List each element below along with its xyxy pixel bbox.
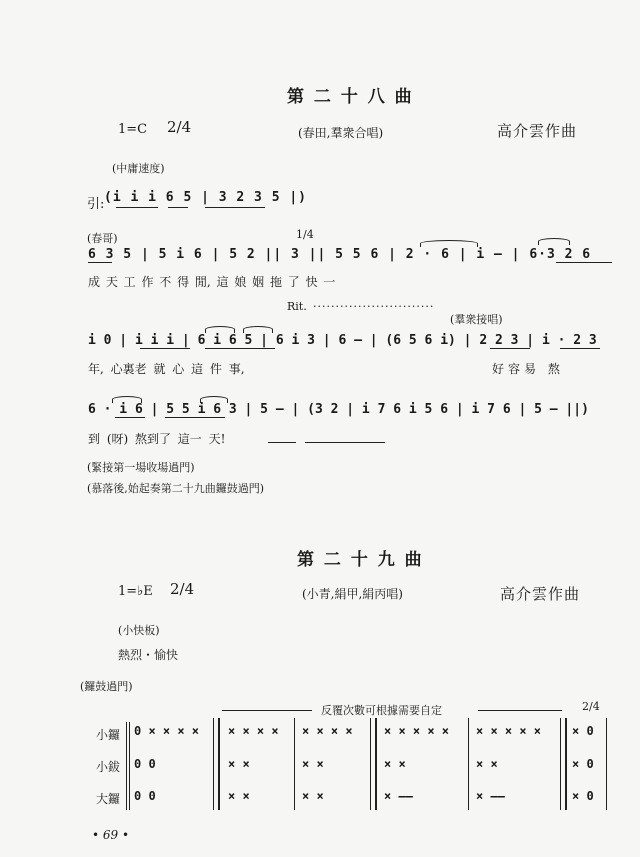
daluo-measure-1: 0 0 bbox=[134, 789, 156, 803]
line2-slur-b bbox=[243, 326, 273, 333]
repeat-start-bar bbox=[213, 718, 220, 810]
piece29-time-signature: 2/4 bbox=[170, 580, 195, 598]
xiaobo-measure-6: × 0 bbox=[572, 757, 594, 771]
xiaoluo-measure-5: × × × × × bbox=[476, 724, 542, 738]
line1-beam-a bbox=[88, 262, 112, 263]
xiaobo-measure-4: × × bbox=[384, 757, 406, 771]
line2-lyrics-chorus: 好容易 熬 bbox=[492, 362, 564, 376]
daluo-measure-5: × —— bbox=[476, 789, 505, 803]
line3-beam-a bbox=[115, 417, 145, 418]
line3-beam-b bbox=[165, 417, 225, 418]
line3-beam-c bbox=[268, 442, 296, 443]
daluo-measure-4: × —— bbox=[384, 789, 413, 803]
piece29-performers: (小青,絹甲,絹丙唱) bbox=[302, 587, 403, 601]
piece29-mood: 熱烈・愉快 bbox=[118, 648, 179, 662]
piece28-composer: 高介雲作曲 bbox=[497, 122, 578, 140]
ritardando-mark: Rit. bbox=[287, 300, 307, 313]
line2-lyrics: 年, 心裏老 就 心 這 件 事, bbox=[88, 362, 245, 376]
intro-beam-2 bbox=[168, 207, 188, 208]
repeat-bar-2 bbox=[370, 718, 377, 810]
page-number: • 69 • bbox=[92, 828, 130, 842]
piece29-tempo: (小快板) bbox=[118, 624, 160, 637]
line3-lyrics: 到 (呀) 熬到了 這一 天! bbox=[88, 432, 226, 446]
piece29-time-change: 2/4 bbox=[582, 700, 600, 713]
ritardando-dots: ··························· bbox=[313, 300, 435, 313]
intro-label: 引: bbox=[87, 197, 105, 212]
piece29-composer: 高介雲作曲 bbox=[500, 585, 581, 603]
xiaobo-measure-1: 0 0 bbox=[134, 757, 156, 771]
line1-beam-b bbox=[556, 262, 612, 263]
intro-beam bbox=[116, 207, 158, 208]
transition-note-1: (緊接第一場收場過門) bbox=[87, 461, 195, 474]
line1-lyrics: 成 天 工 作 不 得 閒, 這 娘 姻 拖 了 快 一 bbox=[88, 275, 336, 289]
line2-beam-c bbox=[490, 348, 530, 349]
line2-beam-d bbox=[560, 348, 600, 349]
repeat-instruction: 反覆次數可根據需要自定 bbox=[318, 702, 445, 718]
system-brace-inner bbox=[129, 722, 130, 810]
line2-beam-a bbox=[140, 348, 190, 349]
line2-beam-b bbox=[205, 348, 275, 349]
piece28-key: 1=C bbox=[118, 122, 148, 137]
repeat-end-bar bbox=[560, 718, 567, 810]
piece28-tempo: (中庸速度) bbox=[112, 162, 165, 175]
daluo-measure-3: × × bbox=[302, 789, 324, 803]
line2-notes: i 0 | i i i | 6 i 6 5 | 6 i 3 | 6 — | (6 5 6 i) | 2 2 3 | i · 2 3 bbox=[88, 333, 597, 348]
piece29-title: 第 二 十 九 曲 bbox=[297, 550, 424, 570]
final-bar bbox=[606, 718, 607, 810]
line2-slur-a bbox=[205, 326, 235, 333]
repeat-bracket-left bbox=[222, 710, 312, 711]
xiaoluo-measure-3: × × × × bbox=[302, 724, 353, 738]
piece28-performers: (春田,羣衆合唱) bbox=[298, 126, 384, 140]
bar-line-1 bbox=[294, 718, 295, 810]
intro-beam-3 bbox=[205, 207, 265, 208]
bar-line-3 bbox=[468, 718, 469, 810]
instrument-xiaoluo: 小鑼 bbox=[96, 728, 121, 742]
line3-notes: 6 · i 6 | 5 5 i 6 3 | 5 — | (3 2 | i 7 6 i 5 6 | i 7 6 | 5 — ||) bbox=[88, 402, 589, 417]
piece29-key: 1=♭E bbox=[118, 584, 153, 599]
piece28-title: 第 二 十 八 曲 bbox=[287, 87, 414, 107]
xiaobo-measure-3: × × bbox=[302, 757, 324, 771]
chorus-label: (羣衆接唱) bbox=[450, 313, 503, 326]
xiaoluo-measure-2: × × × × bbox=[228, 724, 279, 738]
line1-slur-a bbox=[420, 240, 478, 247]
instrument-daluo: 大鑼 bbox=[96, 792, 121, 806]
gong-label: (鑼鼓過門) bbox=[80, 680, 133, 693]
line1-notes: 6 3 5 | 5 i 6 | 5 2 || 3 || 5 5 6 | 2 · 6 | i — | 6·3 2 6 bbox=[88, 247, 592, 262]
singer-label-chunge: (春哥) bbox=[87, 232, 118, 245]
daluo-measure-2: × × bbox=[228, 789, 250, 803]
daluo-measure-6: × 0 bbox=[572, 789, 594, 803]
xiaobo-measure-2: × × bbox=[228, 757, 250, 771]
xiaoluo-measure-4: × × × × × bbox=[384, 724, 450, 738]
line1-slur-b bbox=[538, 238, 570, 245]
xiaoluo-measure-6: × 0 bbox=[572, 724, 594, 738]
repeat-bracket-right bbox=[478, 710, 562, 711]
intro-notes: (i i i 6 5 | 3 2 3 5 |) bbox=[104, 190, 308, 205]
piece28-time-signature: 2/4 bbox=[167, 118, 192, 136]
xiaobo-measure-5: × × bbox=[476, 757, 498, 771]
time-change-quarter: 1/4 bbox=[296, 228, 314, 241]
line3-beam-d bbox=[305, 442, 385, 443]
line3-slur-b bbox=[200, 396, 228, 403]
transition-note-2: (慕落後,始起奏第二十九曲鑼鼓過門) bbox=[87, 482, 265, 495]
system-brace bbox=[126, 722, 127, 810]
xiaoluo-measure-1: 0 × × × × bbox=[134, 724, 200, 738]
instrument-xiaobo: 小鈸 bbox=[96, 760, 121, 774]
line3-slur-a bbox=[112, 396, 142, 403]
